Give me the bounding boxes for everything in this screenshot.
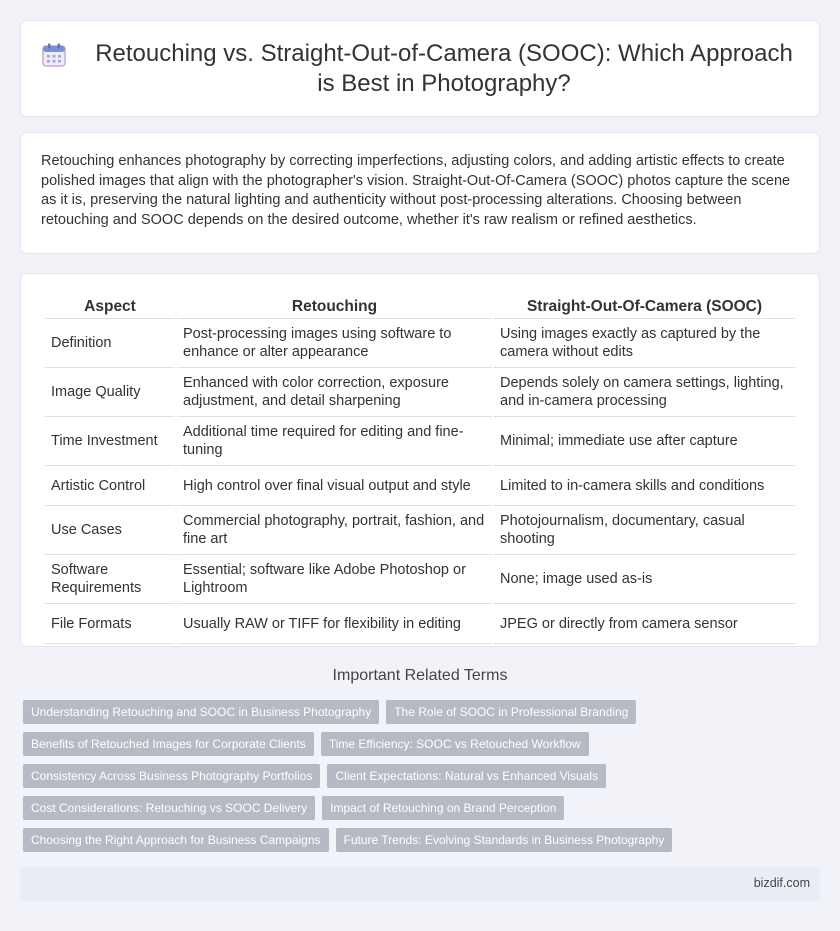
row-sooc: None; image used as-is	[494, 555, 795, 604]
related-term-tag[interactable]: Impact of Retouching on Brand Perception	[322, 796, 564, 820]
header-sooc: Straight-Out-Of-Camera (SOOC)	[494, 294, 795, 319]
header-card	[20, 20, 820, 117]
table-row	[45, 319, 795, 368]
row-sooc: Minimal; immediate use after capture	[494, 417, 795, 466]
page-title: Retouching vs. Straight-Out-of-Camera (SOOC): Which Approach is Best in Photography?	[95, 39, 793, 97]
row-retouching: Commercial photography, portrait, fashion, and fine art	[177, 506, 492, 555]
row-retouching: Additional time required for editing and fine-tuning	[177, 417, 492, 466]
comparison-table-card	[20, 273, 820, 647]
row-aspect: Artistic Control	[45, 466, 175, 506]
table-row	[45, 368, 795, 417]
row-aspect: Use Cases	[45, 506, 175, 555]
calendar-icon	[41, 42, 67, 68]
related-term-tag[interactable]: Benefits of Retouched Images for Corporate Clients	[23, 732, 314, 756]
header-aspect: Aspect	[45, 294, 175, 319]
related-term-tag[interactable]: The Role of SOOC in Professional Branding	[386, 700, 636, 724]
related-term-tag[interactable]: Time Efficiency: SOOC vs Retouched Workflow	[321, 732, 589, 756]
intro-text: Retouching enhances photography by correcting imperfections, adjusting colors, and adding artistic effects to create polished images that align with the photographer's vision. Straight-Out-Of-Camera (SOOC) photos capture the scene as it is, preserving the natural lighting and authenticity without post-processing alterations. Choosing between retouching and SOOC depends on the desired outcome, whether it's raw realism or refined aesthetics.	[41, 153, 791, 228]
related-terms-list	[23, 700, 813, 860]
table-row	[45, 466, 795, 506]
row-sooc: JPEG or directly from camera sensor	[494, 604, 795, 644]
row-sooc: Using images exactly as captured by the camera without edits	[494, 319, 795, 368]
related-term-tag[interactable]: Understanding Retouching and SOOC in Business Photography	[23, 700, 379, 724]
row-aspect: Time Investment	[45, 417, 175, 466]
comparison-table	[43, 294, 797, 644]
related-term-tag[interactable]: Future Trends: Evolving Standards in Business Photography	[336, 828, 673, 852]
row-aspect: File Formats	[45, 604, 175, 644]
related-term-tag[interactable]: Choosing the Right Approach for Business Campaigns	[23, 828, 329, 852]
row-retouching: Enhanced with color correction, exposure adjustment, and detail sharpening	[177, 368, 492, 417]
table-row	[45, 506, 795, 555]
header-retouching: Retouching	[177, 294, 492, 319]
table-header-row	[45, 294, 795, 319]
table-row	[45, 417, 795, 466]
row-aspect: Image Quality	[45, 368, 175, 417]
related-term-tag[interactable]: Cost Considerations: Retouching vs SOOC Delivery	[23, 796, 315, 820]
row-retouching: Essential; software like Adobe Photoshop or Lightroom	[177, 555, 492, 604]
table-row	[45, 604, 795, 644]
intro-card	[20, 132, 820, 254]
row-aspect: Definition	[45, 319, 175, 368]
row-retouching: Post-processing images using software to enhance or alter appearance	[177, 319, 492, 368]
related-term-tag[interactable]: Client Expectations: Natural vs Enhanced Visuals	[327, 764, 606, 788]
row-retouching: Usually RAW or TIFF for flexibility in editing	[177, 604, 492, 644]
footer	[20, 867, 820, 901]
row-sooc: Depends solely on camera settings, lighting, and in-camera processing	[494, 368, 795, 417]
row-sooc: Photojournalism, documentary, casual shooting	[494, 506, 795, 555]
related-terms-title: Important Related Terms	[332, 667, 508, 684]
table-row	[45, 555, 795, 604]
related-term-tag[interactable]: Consistency Across Business Photography Portfolios	[23, 764, 320, 788]
row-sooc: Limited to in-camera skills and conditions	[494, 466, 795, 506]
row-aspect: Software Requirements	[45, 555, 175, 604]
row-retouching: High control over final visual output and style	[177, 466, 492, 506]
footer-site-link[interactable]: bizdif.com	[753, 876, 810, 890]
